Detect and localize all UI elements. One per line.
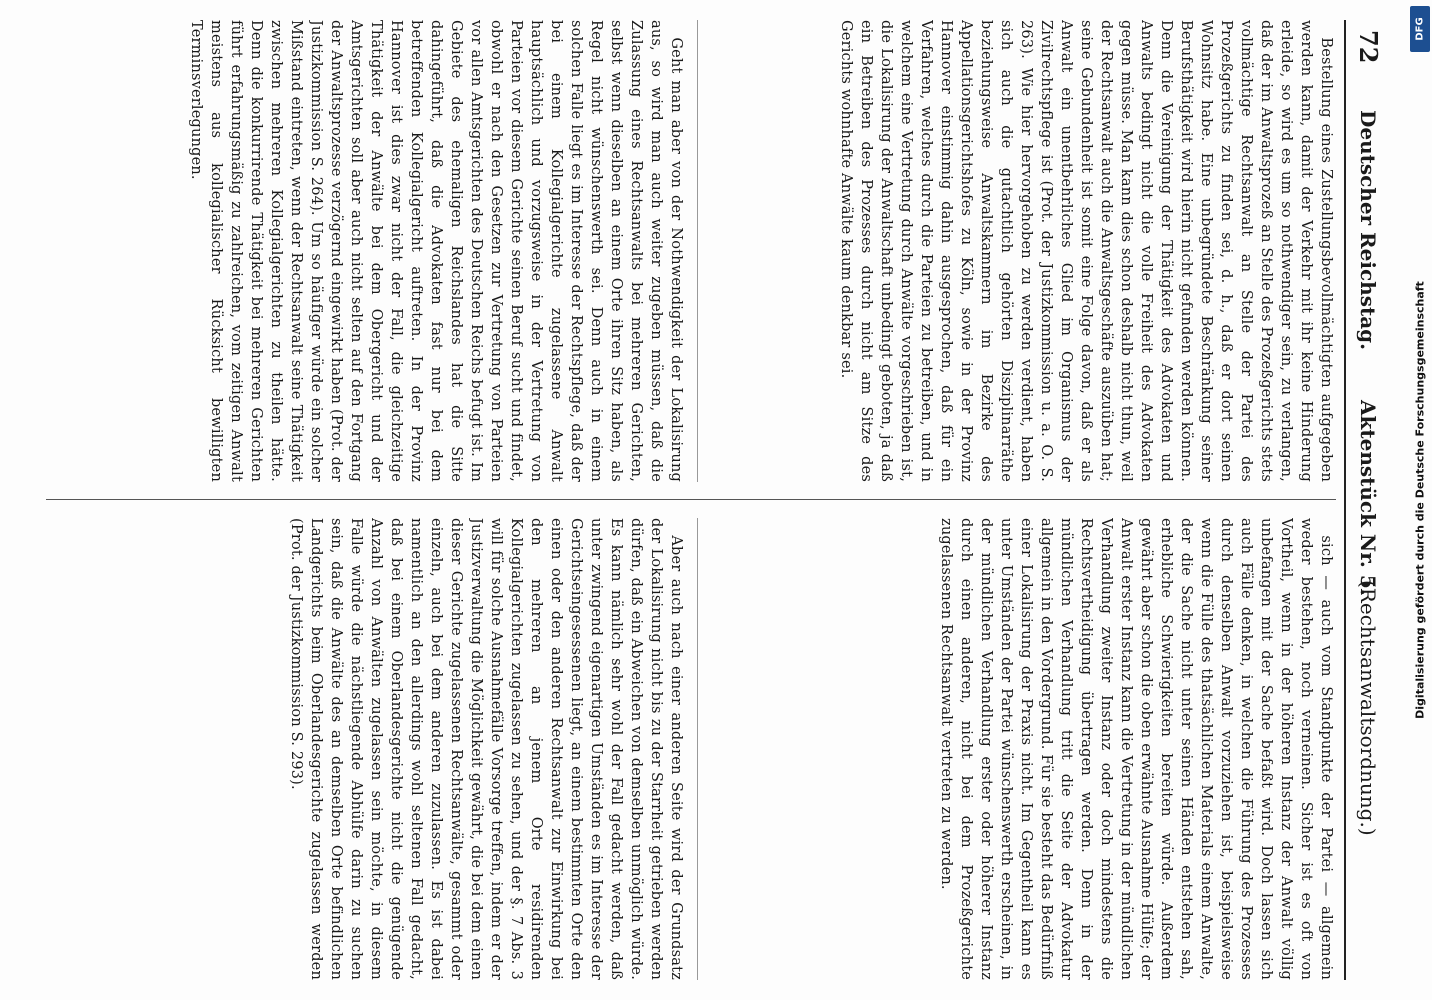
paper-title: Deutscher Reichstag. [1356, 110, 1380, 351]
paragraph: Geht man aber von der Nothwendigkeit der Lokalisirung aus, so wird man auch weiter zugeben müssen, daß die Zulassung eines Rechtsanwalts bei mehreren Gerichten, selbst wenn dieselben an einem Orte ihren Sitz haben, als Regel nicht wünschenswerth sei. Denn auch in einem solchen Falle liegt es im Interesse der Rechtspflege, daß der bei einem Kollegialgerichte zugelassene Anwalt hauptsächlich und vorzugsweise in der Vertretung von Parteien vor diesem Gerichte seinen Beruf sucht und findet, obwohl er nach den Gesetzen zur Vertretung von Parteien vor allen Amtsgerichten des Deutschen Reichs befugt ist. Im Gebiete des ehemaligen Reichslandes hat die Sitte dahingeführt, daß die Advokaten fast nur bei dem betreffenden Kollegialgericht auftreten. In der Provinz Hannover ist dies zwar nicht der Fall, die gleichzeitige Thätigkeit der Anwälte bei dem Obergericht und der Amtsgerichten soll aber auch nicht selten auf den Fortgang der Anwaltsprozesse verzögernd eingewirkt haben (Prot. der Justizkommission S. 264). Um so häufiger würde ein solcher Mißstand eintreten, wenn der Rechtsanwalt seine Thätigkeit zwischen mehreren Kollegialgerichten zu theilen hätte. Denn die konkurrirende Thätigkeit bei mehreren Gerichten führt erfahrungsmäßig zu zahlreichen, vom zeitigen Anwalt meistens aus kollegialischer Rücksicht bewilligten Terminsverlegungen. [188, 20, 684, 482]
paragraph: Bestellung eines Zustellungsbevollmächtigten aufgegeben werden kann, damit der Verkehr mit ihr keine Hinderung erleide, so wird es um so nothwendiger sein, zu verlangen, daß der im Anwaltsprozeß an Stelle des Prozeßgerichts stets vollmächtige Rechtsanwalt an Stelle der Partei des Prozeßgerichts zu finden sei, d. h., daß er dort seinen Wohnsitz habe. Eine unbegründete Beschränkung seiner Berufsthätigkeit wird hierin nicht gefunden werden können. Denn die Vereinigung der Thätigkeit des Advokaten und Anwalts bedingt nicht die volle Freiheit des Advokaten gegen müsse. Man kann dies schon deshalb nicht thun, weil der Rechtsanwalt auch die Anwaltsgeschäfte auszuüben hat; seine Gebundenheit ist somit eine Folge davon, daß er als Anwalt ein unentbehrliches Glied im Organismus der Zivilrechtspflege ist (Prot. der Justizkommission u. a. O. S. 263). Wie hier hervorgehoben zu werden verdient, haben sich auch die gutachtlich gehörten Disziplinarräthe beziehungsweise Anwaltskammern im Bezirke des Appellationsgerichtshofes zu Köln, sowie in der Provinz Hannover einstimmig dahin ausgesprochen, daß für ein Verfahren, welches durch die Parteien zu betreiben, und in welchem eine Vertretung durch Anwälte vorgeschrieben ist, die Lokalisirung der Anwaltschaft unbedingt geboten, ja daß ein Betreiben des Prozesses durch nicht am Sitze des Gerichts wohnhafte Anwälte kaum denkbar sei. [838, 20, 1334, 482]
digitization-credit-text: Digitalisierung gefördert durch die Deutsche Forschungsgemeinschaft [1413, 281, 1427, 719]
text-body [46, 20, 1336, 980]
column-divider [46, 499, 1336, 500]
document-reference: Aktenstück Nr. 5. [1356, 400, 1380, 596]
page-header [1344, 20, 1390, 980]
column-separator [697, 20, 698, 482]
text-block-left-bottom [46, 20, 686, 482]
text-block-right-top [706, 518, 1336, 980]
page-number: 72 [1354, 30, 1383, 64]
column-separator [697, 518, 698, 980]
text-block-left-top [706, 20, 1336, 482]
text-column-right [46, 518, 1336, 980]
dfg-logo-text: DFG [1414, 17, 1426, 41]
rotated-newspaper-page [40, 20, 1390, 980]
document-subject: (Rechtsanwaltsordnung.) [1356, 580, 1380, 836]
text-column-left [46, 20, 1336, 482]
paragraph: sich — auch vom Standpunkte der Partei — allgemein weder bestehen, noch verneinen. Sicher ist es oft von Vortheil, wenn in der höheren Instanz der Anwalt völlig unbefangen mit der Sache befaßt wird. Doch lassen sich auch Fälle denken, in welchen die Führung des Prozesses durch denselben Anwalt vorzuziehen ist, beispielsweise wenn die Fülle des thatsächlichen Materials einem Anwalte, der die Sache nicht unter seinen Händen entstehen sah, erhebliche Schwierigkeiten bereiten würde. Außerdem gewährt aber schon die oben erwähnte Ausnahme Hülfe; der Anwalt erster Instanz kann die Vertretung in der mündlichen Verhandlung zweiter Instanz oder doch mindestens die Rechtsvertheidigung übertragen werden. Denn in der mündlichen Verhandlung tritt die Seite der Advokatur allgemein in den Vordergrund. Für sie besteht das Bedürfniß einer Lokalisirung der Praxis nicht. Im Gegentheil kann es unter Umständen der Partei wünschenswerth erscheinen, in der mündlichen Verhandlung erster oder höherer Instanz durch einen anderen, nicht bei dem Prozeßgerichte zugelassenen Rechtsanwalt vertreten zu werden. [938, 518, 1334, 980]
text-block-right-bottom [46, 518, 686, 980]
paragraph: Aber auch nach einer anderen Seite wird der Grundsatz der Lokalisirung nicht bis zu der Starrheit getrieben werden dürfen, daß ein Abweichen von demselben unmöglich würde. Es kann nämlich sehr wohl der Fall gedacht werden, daß unter zwingend eigenartigen Umständen es im Interesse der Gerichtseingesessenen liegt, an einem bestimmten Orte den einen oder den anderen Rechtsanwalt zur Einwirkung bei den mehreren an jenem Orte residirenden Kollegialgerichten zugelassen zu sehen, und der §. 7 Abs. 3 will für solche Ausnahmefälle Vorsorge treffen, indem er der Justizverwaltung die Möglichkeit gewährt, die bei dem einen dieser Gerichte zugelassenen Rechtsanwälte, gesammt oder einzeln, auch bei dem anderen zuzulassen. Es ist dabei namentlich an den allerdings wohl seltenen Fall gedacht, daß bei einem Oberlandesgerichte nicht die genügende Anzahl von Anwälten zugelassen sein möchte, in diesem Falle würde die nächstliegende Abhülfe darin zu suchen sein, daß die Anwälte des an demselben Orte befindlichen Landgerichts beim Oberlandesgerichte zugelassen werden (Prot. der Justizkommission S. 293). [288, 518, 684, 980]
digitization-credit [1408, 0, 1432, 1000]
